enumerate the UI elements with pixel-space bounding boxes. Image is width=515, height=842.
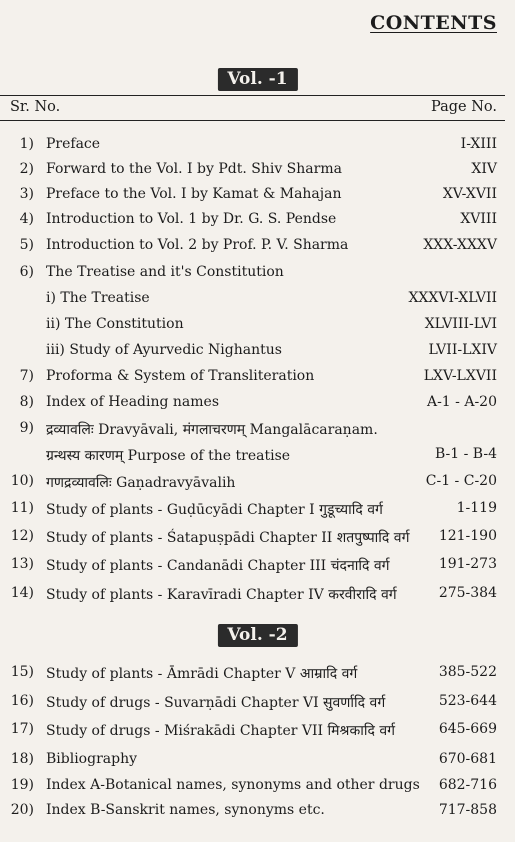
toc-title: Bibliography (46, 751, 137, 767)
toc-pages: LVII-LXIV (428, 342, 497, 358)
toc-subrow (0, 316, 515, 338)
toc-title: Index of Heading names (46, 394, 220, 410)
toc-pages: LXV-LXVII (423, 368, 497, 384)
toc-pages: XLVIII-LVI (424, 316, 497, 332)
toc-pages: 275-384 (438, 585, 497, 601)
page-no-header: Page No. (431, 99, 497, 115)
toc-row (0, 721, 515, 743)
toc-row (0, 368, 515, 390)
toc-title: Study of plants - Candanādi Chapter III चंदनादि वर्ग (46, 558, 390, 574)
toc-row (0, 186, 515, 208)
toc-title: गणद्रव्यावलिः Gaṇadravyāvalih (46, 475, 236, 491)
toc-pages: XIV (471, 161, 497, 177)
toc-row (0, 264, 515, 286)
toc-pages: C-1 - C-20 (425, 473, 497, 489)
toc-number: 11) (10, 500, 34, 516)
toc-number: 4) (19, 211, 34, 227)
toc-number: 19) (10, 777, 34, 793)
toc-subrow (0, 342, 515, 364)
toc-row (0, 420, 515, 442)
toc-title: Study of drugs - Miśrakādi Chapter VII मिश्रकादि वर्ग (46, 723, 395, 739)
toc-number: 16) (10, 693, 34, 709)
toc-pages: B-1 - B-4 (434, 446, 497, 462)
toc-title: Introduction to Vol. 1 by Dr. G. S. Pendse (46, 211, 337, 227)
toc-row (0, 161, 515, 183)
toc-row (0, 693, 515, 715)
toc-pages: 121-190 (438, 528, 497, 544)
toc-pages: 717-858 (438, 802, 497, 818)
toc-row (0, 136, 515, 158)
toc-subrow (0, 290, 515, 312)
toc-pages: I-XIII (460, 136, 497, 152)
toc-number: 8) (19, 394, 34, 410)
toc-number: 13) (10, 556, 34, 572)
toc-number: 12) (10, 528, 34, 544)
toc-row (0, 473, 515, 495)
toc-number: 20) (10, 802, 34, 818)
toc-row (0, 585, 515, 607)
toc-row (0, 751, 515, 773)
toc-row (0, 237, 515, 259)
toc-row (0, 802, 515, 824)
toc-pages: XVIII (460, 211, 497, 227)
toc-row (0, 528, 515, 550)
volume-2-badge: Vol. -2 (217, 624, 297, 647)
toc-pages: 670-681 (438, 751, 497, 767)
toc-pages: XXX-XXXV (423, 237, 497, 253)
toc-title: Introduction to Vol. 2 by Prof. P. V. Sharma (46, 237, 349, 253)
toc-pages: XV-XVII (442, 186, 497, 202)
toc-pages: XXXVI-XLVII (408, 290, 497, 306)
toc-number: 18) (10, 751, 34, 767)
toc-title: Proforma & System of Transliteration (46, 368, 315, 384)
toc-number: 6) (19, 264, 34, 280)
toc-title: Study of plants - Guḍūcyādi Chapter I गुडूच्यादि वर्ग (46, 502, 383, 518)
toc-subtitle: i) The Treatise (46, 290, 150, 306)
toc-pages: 645-669 (438, 721, 497, 737)
toc-subtitle: ग्रन्थस्य कारणम् Purpose of the treatise (46, 448, 291, 464)
toc-row (0, 394, 515, 416)
toc-pages: 385-522 (438, 664, 497, 680)
toc-subtitle: iii) Study of Ayurvedic Nighantus (46, 342, 282, 358)
toc-row (0, 556, 515, 578)
toc-number: 1) (19, 136, 34, 152)
toc-number: 15) (10, 664, 34, 680)
toc-subtitle: ii) The Constitution (46, 316, 184, 332)
toc-title: Index A-Botanical names, synonyms and other drugs (46, 777, 420, 793)
toc-number: 7) (19, 368, 34, 384)
toc-pages: 191-273 (438, 556, 497, 572)
toc-number: 17) (10, 721, 34, 737)
toc-subrow (0, 446, 515, 468)
toc-title: द्रव्यावलिः Dravyāvali, मंगलाचरणम् Mangalācaraṇam. (46, 422, 378, 438)
toc-number: 9) (19, 420, 34, 436)
toc-title: Forward to the Vol. I by Pdt. Shiv Sharma (46, 161, 342, 177)
volume-1-badge: Vol. -1 (217, 68, 297, 91)
sr-no-header: Sr. No. (10, 99, 61, 115)
toc-title: The Treatise and it's Constitution (46, 264, 284, 280)
toc-number: 14) (10, 585, 34, 601)
toc-title: Study of plants - Karavīradi Chapter IV करवीरादि वर्ग (46, 587, 397, 603)
header-bottom-rule (0, 120, 505, 121)
toc-pages: 682-716 (438, 777, 497, 793)
toc-title: Study of drugs - Suvarṇādi Chapter VI सुवर्णादि वर्ग (46, 695, 386, 711)
toc-title: Preface (46, 136, 101, 152)
toc-number: 2) (19, 161, 34, 177)
toc-number: 3) (19, 186, 34, 202)
toc-row (0, 211, 515, 233)
toc-title: Study of plants - Śatapuṣpādi Chapter II शतपुष्पादि वर्ग (46, 530, 410, 546)
toc-pages: 523-644 (438, 693, 497, 709)
toc-row (0, 500, 515, 522)
toc-title: Index B-Sanskrit names, synonyms etc. (46, 802, 325, 818)
toc-title: Study of plants - Āmrādi Chapter V आम्रादि वर्ग (46, 666, 358, 682)
header-top-rule (0, 95, 505, 96)
toc-number: 5) (19, 237, 34, 253)
toc-row (0, 664, 515, 686)
toc-number: 10) (10, 473, 34, 489)
page-title: CONTENTS (370, 12, 497, 34)
toc-pages: A-1 - A-20 (426, 394, 497, 410)
toc-pages: 1-119 (456, 500, 497, 516)
toc-row (0, 777, 515, 799)
toc-title: Preface to the Vol. I by Kamat & Mahajan (46, 186, 342, 202)
